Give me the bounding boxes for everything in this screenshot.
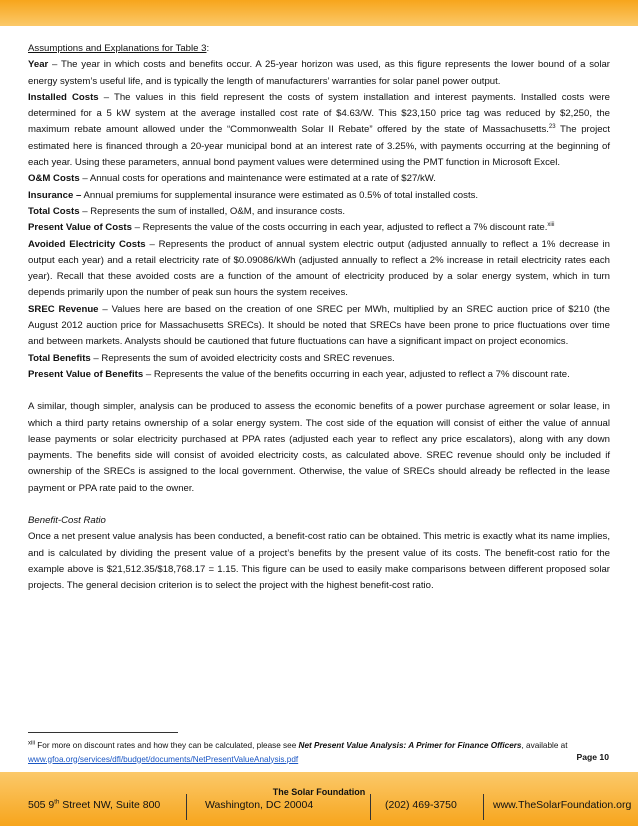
footnote-ref-xiii: xiii [547, 222, 555, 229]
footnote-ref-23: 23 [548, 124, 556, 131]
footer-phone: (202) 469-3750 [385, 799, 457, 811]
footnote-rule [28, 732, 178, 733]
page-body [28, 41, 610, 595]
footer-separator [370, 794, 371, 820]
header-band [0, 0, 638, 26]
def-srec-revenue: SREC Revenue – Values here are based on the creation of one SREC per MWh, multiplied by an SREC auction price of $210 (the August 2012 auction price for Massachusetts SRECs). It should be noted that SRECs have been prone to price fluctuations over time and between markets. Analysts should be cautioned that future fluctuations can have a significant impact on project economics. [28, 303, 611, 348]
footnote-title: Net Present Value Analysis: A Primer for Finance Officers [298, 741, 522, 750]
bcr-heading: Benefit-Cost Ratio [28, 515, 106, 527]
footer-address: 505 9th Street NW, Suite 800 [28, 799, 161, 811]
page-number: Page 10 [576, 752, 609, 762]
footnote: $^{xiii}$ For more on discount rates and how they can be calculated, please see Net Present Value Analysis: A Primer for Finance Officers, available at www.gfoa.org/services/dfl/budget/documents/NetPresentValueAnalysis.pdf [28, 740, 568, 764]
footer-city: Washington, DC 20004 [205, 799, 314, 811]
footnote-link[interactable]: www.gfoa.org/services/dfl/budget/documents/NetPresentValueAnalysis.pdf [28, 754, 299, 764]
paragraph-ppa-analysis: A similar, though simpler, analysis can be produced to assess the economic benefits of a power purchase agreement or solar lease, in which a third party retains ownership of a solar energy system. The cost side of the equation will consist of either the value of annual lease payments or solar electricity purchased at PPA rates (adjusted each year to reflect any price escalators), along with any down payments. The benefits side will consist of avoided electricity costs, as calculated above. SREC revenue should only be included if ownership of the SRECs is assigned to the local government. Otherwise, the value of SRECs should already be reflected in the lease payment or PPA rate paid to the owner. [28, 401, 610, 494]
def-pv-costs: Present Value of Costs – Represents the value of the costs occurring in each year, adjusted to reflect a 7% discount rate.$^{xiii}$ [28, 222, 555, 234]
footer-website[interactable]: www.TheSolarFoundation.org [493, 799, 632, 811]
def-total-benefits: Total Benefits – Represents the sum of avoided electricity costs and SREC revenues. [28, 352, 395, 364]
assumptions-heading: Assumptions and Explanations for Table 3: [28, 43, 210, 54]
footer-separator [483, 794, 484, 820]
def-installed-costs: Installed Costs – The values in this field represent the costs of system installation and interest payments. Installed costs were determined for a 5 kW system at the average installed cost rate of $4.63/W. This $23,150 price tag was reduced by $2,250, the maximum rebate amount allowed under the “Commonwealth Solar II Rebate” offered by the state of Massachusetts.$^{23}$ The project estimated here is financed through a 20-year municipal bond at an interest rate of 3.25%, with payments occurring at the beginning of each year. Using these parameters, annual bond payment values were determined using the PMT function in Microsoft Excel. [28, 91, 611, 169]
def-om-costs: O&M Costs – Annual costs for operations and maintenance were estimated at a rate of $27/kW. [28, 173, 436, 185]
footer-band [0, 772, 638, 826]
footer-org: The Solar Foundation [272, 787, 366, 797]
def-year: Year – The year in which costs and benefits occur. A 25-year horizon was used, as this figure represents the lower bound of a solar energy system’s useful life, and is typically the length of manufacturers’ warranties for solar panel power output. [28, 59, 610, 87]
footer-separator [186, 794, 187, 820]
def-avoided-electricity: Avoided Electricity Costs – Represents the product of annual system electric output (adjusted annually to reflect a 1% decrease in output each year) and a retail electricity rate of $0.09086/kWh (adjusted annually to reflect a 2% increase in retail electricity rates each year). Recall that these avoided costs are a function of the amount of electricity produced by a solar energy system, which in turn depends primarily upon the number of peak sun hours the system receives. [28, 238, 610, 299]
def-total-costs: Total Costs – Represents the sum of installed, O&M, and insurance costs. [28, 205, 346, 217]
def-insurance: Insurance – Annual premiums for supplemental insurance were estimated as 0.5% of total installed costs. [28, 189, 479, 201]
paragraph-bcr: Once a net present value analysis has been conducted, a benefit-cost ratio can be obtained. This metric is exactly what its name implies, and is calculated by dividing the present value of a project’s benefits by the present value of its costs. The benefit-cost ratio for the example above is $21,512.35/$18,768.17 = 1.15. This figure can be used to easily make comparisons between different proposed solar projects. The general decision criterion is to select the project with the highest benefit-cost ratio. [28, 531, 610, 592]
footnote-marker: xiii [28, 740, 35, 747]
def-pv-benefits: Present Value of Benefits – Represents the value of the benefits occurring in each year, adjusted to reflect a 7% discount rate. [28, 368, 570, 380]
